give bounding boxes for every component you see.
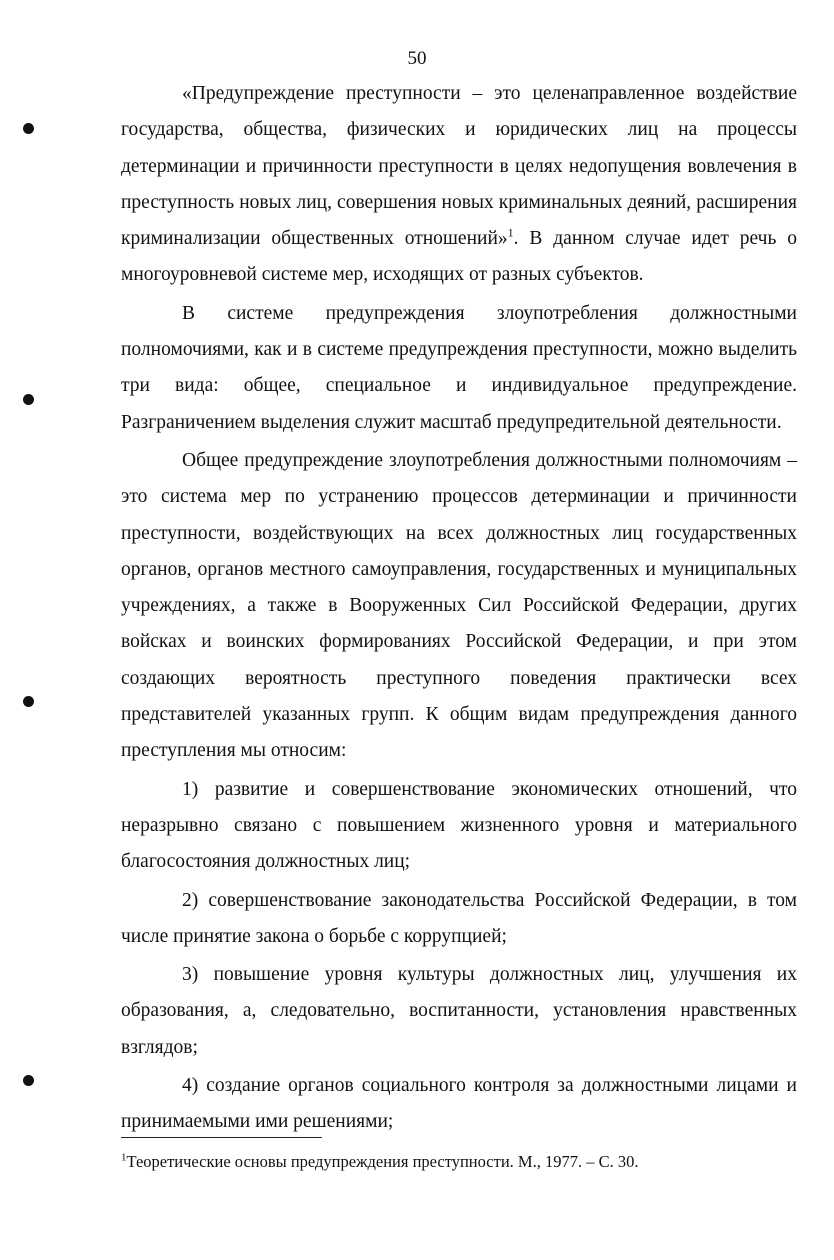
paragraph-text: «Предупреждение преступности – это целенаправленное воздействие государства, общества, физических и юридических лиц на процессы детерминации и причинности преступности в целях недопущения вовлечения в преступность новых лиц, совершения новых криминальных деяний, расширения криминализации общественных отношений» <box>121 83 797 250</box>
paragraph-text-continued: . В данном случае идет речь о многоуровневой системе мер, исходящих от разных субъектов. <box>121 228 797 286</box>
paragraph-definition <box>121 76 797 294</box>
list-item-3 <box>121 957 797 1066</box>
paragraph-general-prevention <box>121 443 797 770</box>
paragraph-types <box>121 296 797 441</box>
footnote-reference: 1 <box>507 225 514 240</box>
list-item-text: 2) совершенствование законодательства Российской Федерации, в том числе принятие закона о борьбе с коррупцией; <box>121 889 797 947</box>
footnote-text: Теоретические основы предупреждения преступности. М., 1977. – С. 30. <box>126 1152 639 1171</box>
list-item-text: 3) повышение уровня культуры должностных лиц, улучшения их образования, а, следовательно, воспитанности, установления нравственных взглядов; <box>121 964 797 1058</box>
list-item-1 <box>121 772 797 881</box>
main-text <box>121 76 797 1141</box>
punch-hole-mark <box>23 123 34 134</box>
punch-hole-mark <box>23 394 34 405</box>
paragraph-text: В системе предупреждения злоупотребления должностными полномочиями, как и в системе предупреждения преступности, можно выделить три вида: общее, специальное и индивидуальное предупреждение. Разграничением выделения служит масштаб предупредительной деятельности. <box>121 302 797 433</box>
punch-hole-mark <box>23 1075 34 1086</box>
page-number: 50 <box>407 48 427 69</box>
list-item-2 <box>121 883 797 956</box>
paragraph-text: Общее предупреждение злоупотребления должностными полномочиям – это система мер по устранению процессов детерминации и причинности преступности, воздействующих на всех должностных лиц государственных органов, органов местного самоуправления, государственных и муниципальных учреждениях, а также в Вооруженных Сил Российской Федерации, других войсках и воинских формированиях Российской Федерации, и при этом создающих вероятность преступного поведения практически всех представителей указанных групп. К общим видам предупреждения данного преступления мы относим: <box>121 449 797 762</box>
footnote <box>121 1151 797 1173</box>
footnote-divider <box>121 1137 322 1138</box>
punch-hole-mark <box>23 696 34 707</box>
list-item-4 <box>121 1068 797 1141</box>
footnote-marker: 1 <box>121 1151 127 1164</box>
list-item-text: 1) развитие и совершенствование экономических отношений, что неразрывно связано с повышением жизненного уровня и материального благосостояния должностных лиц; <box>121 778 797 873</box>
list-item-text: 4) создание органов социального контроля за должностными лицами и принимаемыми ими решениями; <box>121 1075 797 1133</box>
